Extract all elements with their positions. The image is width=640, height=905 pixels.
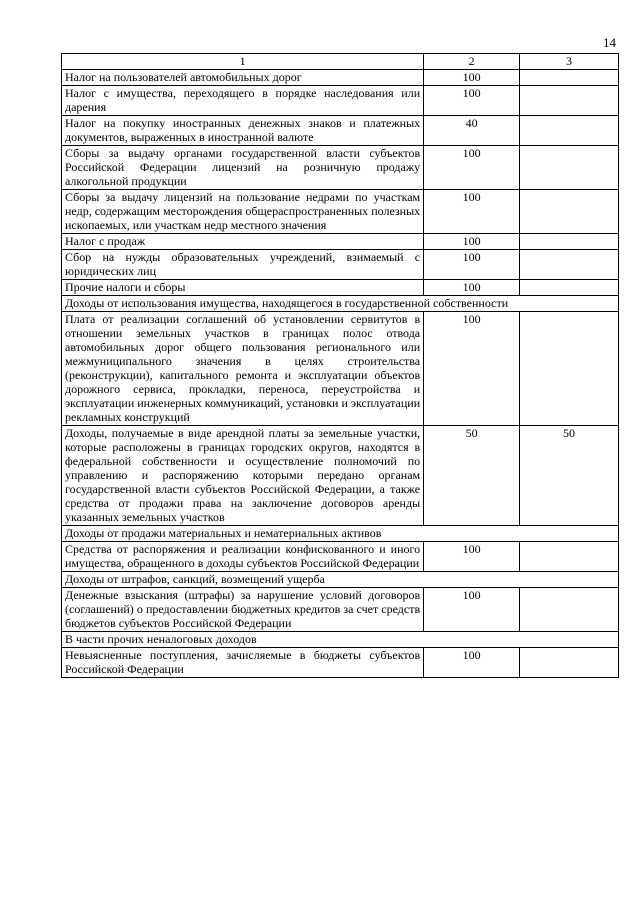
section-header-row <box>62 526 619 542</box>
revenue-name-cell: Налог с продаж <box>62 234 424 250</box>
column-header-3: 3 <box>520 54 619 70</box>
column-3-value-cell <box>520 116 619 146</box>
table-row <box>62 250 619 280</box>
revenue-name-cell: Средства от распоряжения и реализации конфискованного и иного имущества, обращенного в доходы субъектов Российской Федерации <box>62 542 424 572</box>
table-header-row <box>62 54 619 70</box>
revenue-name-cell: Денежные взыскания (штрафы) за нарушение условий договоров (соглашений) о предоставлении бюджетных кредитов за счет средств бюджетов субъектов Российской Федерации <box>62 588 424 632</box>
revenue-name-cell: Доходы, получаемые в виде арендной платы за земельные участки, которые расположены в границах городских округов, находятся в федеральной собственности и осуществление полномочий по управлению и распоряжению которыми передано органам государственной власти субъектов Российской Федерации, а также средства от продажи права на заключение договоров аренды указанных земельных участков <box>62 426 424 526</box>
section-title: Доходы от штрафов, санкций, возмещений ущерба <box>62 572 619 588</box>
table-row <box>62 280 619 296</box>
revenue-name-cell: Сборы за выдачу органами государственной власти субъектов Российской Федерации лицензий на розничную продажу алкогольной продукции <box>62 146 424 190</box>
table-row <box>62 146 619 190</box>
revenue-distribution-table <box>61 53 619 678</box>
section-header-row <box>62 572 619 588</box>
revenue-name-cell: Прочие налоги и сборы <box>62 280 424 296</box>
table-row <box>62 234 619 250</box>
column-3-value-cell: 50 <box>520 426 619 526</box>
table-row <box>62 312 619 426</box>
table-row <box>62 542 619 572</box>
table-row <box>62 648 619 678</box>
column-2-value-cell: 100 <box>424 146 520 190</box>
column-2-value-cell: 100 <box>424 86 520 116</box>
table-row <box>62 116 619 146</box>
column-header-2: 2 <box>424 54 520 70</box>
revenue-name-cell: Сборы за выдачу лицензий на пользование недрами по участкам недр, содержащим месторождения общераспространенных полезных ископаемых, или участкам недр местного значения <box>62 190 424 234</box>
column-3-value-cell <box>520 70 619 86</box>
section-header-row <box>62 632 619 648</box>
page-number: 14 <box>603 35 616 50</box>
column-3-value-cell <box>520 280 619 296</box>
column-2-value-cell: 40 <box>424 116 520 146</box>
column-2-value-cell: 100 <box>424 542 520 572</box>
column-2-value-cell: 100 <box>424 312 520 426</box>
column-2-value-cell: 100 <box>424 190 520 234</box>
column-2-value-cell: 100 <box>424 280 520 296</box>
column-2-value-cell: 100 <box>424 648 520 678</box>
column-3-value-cell <box>520 86 619 116</box>
revenue-name-cell: Невыясненные поступления, зачисляемые в бюджеты субъектов Российской Федерации <box>62 648 424 678</box>
table-row <box>62 86 619 116</box>
column-2-value-cell: 100 <box>424 250 520 280</box>
revenue-name-cell: Плата от реализации соглашений об установлении сервитутов в отношении земельных участков в границах полос отвода автомобильных дорог общего пользования регионального или межмуниципального значения в целях строительства (реконструкции), капитального ремонта и эксплуатации объектов дорожного сервиса, прокладки, переноса, переустройства и эксплуатации инженерных коммуникаций, установки и эксплуатации рекламных конструкций <box>62 312 424 426</box>
column-header-1: 1 <box>62 54 424 70</box>
column-3-value-cell <box>520 146 619 190</box>
table-row <box>62 190 619 234</box>
column-3-value-cell <box>520 542 619 572</box>
table-row <box>62 426 619 526</box>
column-2-value-cell: 100 <box>424 588 520 632</box>
column-3-value-cell <box>520 234 619 250</box>
column-3-value-cell <box>520 312 619 426</box>
section-header-row <box>62 296 619 312</box>
column-3-value-cell <box>520 190 619 234</box>
column-3-value-cell <box>520 588 619 632</box>
revenue-name-cell: Налог с имущества, переходящего в порядке наследования или дарения <box>62 86 424 116</box>
table-row <box>62 70 619 86</box>
table-row <box>62 588 619 632</box>
revenue-name-cell: Налог на покупку иностранных денежных знаков и платежных документов, выраженных в иностранной валюте <box>62 116 424 146</box>
section-title: В части прочих неналоговых доходов <box>62 632 619 648</box>
section-title: Доходы от использования имущества, находящегося в государственной собственности <box>62 296 619 312</box>
column-2-value-cell: 100 <box>424 234 520 250</box>
section-title: Доходы от продажи материальных и нематериальных активов <box>62 526 619 542</box>
column-3-value-cell <box>520 250 619 280</box>
column-3-value-cell <box>520 648 619 678</box>
revenue-name-cell: Сбор на нужды образовательных учреждений, взимаемый с юридических лиц <box>62 250 424 280</box>
column-2-value-cell: 50 <box>424 426 520 526</box>
column-2-value-cell: 100 <box>424 70 520 86</box>
revenue-name-cell: Налог на пользователей автомобильных дорог <box>62 70 424 86</box>
